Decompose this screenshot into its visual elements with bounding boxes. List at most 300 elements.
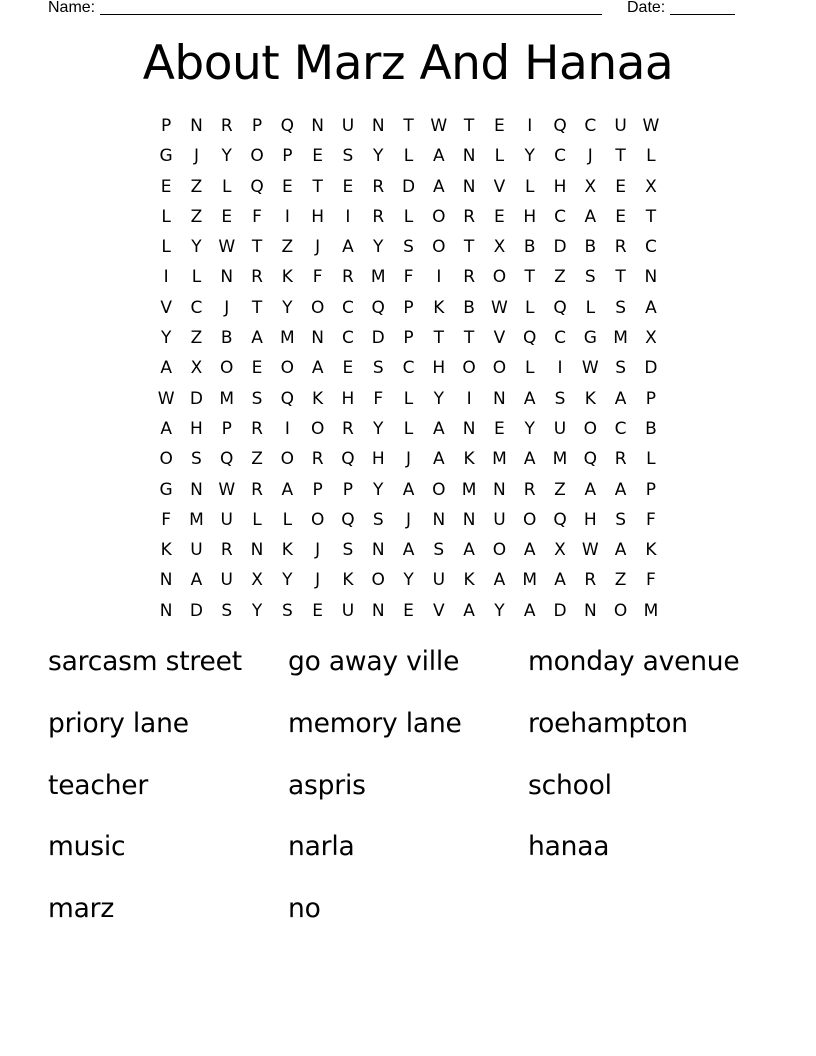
grid-letter[interactable]: W (491, 297, 508, 318)
grid-letter[interactable]: E (615, 176, 626, 197)
grid-letter[interactable]: J (224, 297, 230, 318)
grid-letter[interactable]: T (312, 176, 323, 197)
grid-letter[interactable]: F (403, 267, 414, 288)
grid-letter[interactable]: R (342, 267, 354, 288)
grid-letter[interactable]: Q (371, 297, 385, 318)
grid-letter[interactable]: C (341, 297, 354, 318)
grid-letter[interactable]: S (372, 358, 384, 379)
grid-letter[interactable]: I (436, 267, 442, 288)
grid-letter[interactable]: W (581, 358, 599, 379)
grid-letter[interactable]: A (433, 146, 445, 167)
grid-letter[interactable]: E (342, 176, 354, 197)
grid-letter[interactable]: R (251, 418, 263, 439)
grid-letter[interactable]: U (341, 600, 355, 621)
grid-letter[interactable]: X (190, 358, 203, 379)
grid-letter[interactable]: F (252, 206, 262, 227)
grid-letter[interactable]: O (371, 570, 385, 591)
word-row (48, 887, 768, 949)
grid-letter[interactable]: N (311, 116, 324, 136)
grid-letter[interactable]: O (523, 509, 537, 530)
grid-letter[interactable]: S (281, 600, 293, 621)
grid-letter[interactable]: O (432, 206, 446, 227)
grid-letter[interactable]: E (403, 600, 414, 621)
grid-letter[interactable]: Q (553, 116, 567, 136)
grid-letter[interactable]: O (462, 358, 476, 379)
grid-letter[interactable]: D (644, 358, 658, 379)
grid-letter[interactable]: P (312, 479, 323, 500)
date-blank-line[interactable] (670, 0, 735, 15)
grid-letter[interactable]: X (493, 237, 506, 258)
grid-letter[interactable]: C (554, 206, 566, 227)
grid-letter[interactable]: E (342, 358, 354, 379)
grid-letter[interactable]: R (220, 116, 233, 136)
grid-letter[interactable]: J (315, 570, 321, 591)
grid-letter[interactable]: B (220, 328, 233, 349)
grid-letter[interactable]: U (220, 509, 233, 530)
grid-letter[interactable]: W (157, 388, 175, 409)
grid-letter[interactable]: P (282, 146, 293, 167)
grid-letter[interactable]: U (493, 509, 506, 530)
grid-letter[interactable]: L (585, 297, 596, 318)
grid-letter[interactable]: Z (281, 237, 294, 258)
grid-letter[interactable]: E (160, 176, 172, 197)
grid-letter[interactable]: S (615, 509, 626, 530)
grid-letter[interactable]: N (462, 418, 476, 439)
grid-letter[interactable]: L (222, 176, 232, 197)
grid-letter[interactable]: Q (220, 449, 234, 470)
grid-letter[interactable]: N (462, 146, 476, 167)
grid-letter[interactable]: N (432, 509, 446, 530)
grid-letter[interactable]: M (643, 600, 659, 621)
grid-letter[interactable]: D (371, 328, 385, 349)
grid-letter[interactable]: C (584, 116, 597, 136)
grid-letter[interactable]: N (644, 267, 658, 288)
grid-letter[interactable]: G (159, 146, 173, 167)
grid-letter[interactable]: I (284, 418, 290, 439)
grid-letter[interactable]: Q (341, 449, 355, 470)
grid-letter[interactable]: V (160, 297, 172, 318)
grid-letter[interactable]: C (554, 146, 566, 167)
grid-letter[interactable]: M (189, 509, 204, 530)
grid-letter[interactable]: C (190, 297, 203, 318)
grid-letter[interactable]: K (160, 540, 172, 561)
grid-letter[interactable]: O (432, 237, 446, 258)
grid-letter[interactable]: A (433, 449, 445, 470)
grid-letter[interactable]: S (615, 297, 626, 318)
grid-letter[interactable]: S (372, 509, 384, 530)
grid-letter[interactable]: K (281, 540, 293, 561)
grid-letter[interactable]: S (221, 600, 233, 621)
grid-letter[interactable]: M (522, 570, 538, 591)
grid-letter[interactable]: Q (553, 297, 567, 318)
grid-letter[interactable]: Z (554, 267, 566, 288)
grid-letter[interactable]: N (220, 267, 234, 288)
grid-letter[interactable]: A (160, 418, 172, 439)
page-title: About Marz And Hanaa (142, 36, 674, 91)
grid-letter[interactable]: U (190, 540, 203, 561)
grid-letter[interactable]: Y (221, 146, 232, 167)
grid-letter[interactable]: R (372, 206, 385, 227)
grid-letter[interactable]: Z (554, 479, 566, 500)
grid-letter[interactable]: T (251, 237, 263, 258)
grid-letter[interactable]: R (251, 479, 263, 500)
grid-letter[interactable]: M (461, 479, 477, 500)
grid-letter[interactable]: H (371, 449, 385, 470)
grid-letter[interactable]: L (524, 297, 535, 318)
word-list-item: school (528, 769, 612, 801)
grid-letter[interactable]: L (403, 146, 414, 167)
grid-letter[interactable]: E (221, 206, 233, 227)
grid-letter[interactable]: O (492, 540, 507, 561)
grid-letter[interactable]: N (493, 388, 506, 409)
grid-letter[interactable]: T (463, 328, 475, 349)
grid-letter[interactable]: C (402, 358, 415, 379)
grid-letter[interactable]: Y (373, 418, 384, 439)
grid-letter[interactable]: E (251, 358, 263, 379)
grid-letter[interactable]: A (160, 358, 172, 379)
grid-letter[interactable]: I (466, 388, 472, 409)
grid-letter[interactable]: R (372, 176, 385, 197)
grid-letter[interactable]: H (583, 509, 597, 530)
grid-letter[interactable]: O (310, 297, 325, 318)
grid-letter[interactable]: A (251, 328, 263, 349)
grid-letter[interactable]: C (554, 328, 566, 349)
grid-letter[interactable]: N (190, 479, 203, 500)
grid-letter[interactable]: A (523, 540, 536, 561)
grid-letter[interactable]: B (645, 418, 657, 439)
grid-letter[interactable]: A (190, 570, 203, 591)
grid-letter[interactable]: S (433, 540, 445, 561)
grid-letter[interactable]: E (494, 418, 505, 439)
grid-letter[interactable]: P (645, 479, 657, 500)
grid-letter[interactable]: E (312, 600, 323, 621)
grid-letter[interactable]: S (403, 237, 414, 258)
grid-letter[interactable]: Y (373, 237, 384, 258)
grid-letter[interactable]: P (403, 328, 414, 349)
grid-letter[interactable]: M (613, 328, 628, 349)
grid-letter[interactable]: K (433, 297, 445, 318)
grid-letter[interactable]: N (311, 328, 324, 349)
grid-letter[interactable]: S (584, 267, 596, 288)
grid-letter[interactable]: Q (341, 509, 355, 530)
grid-letter[interactable]: V (493, 328, 506, 349)
grid-letter[interactable]: S (191, 449, 202, 470)
grid-letter[interactable]: A (463, 600, 475, 621)
grid-letter[interactable]: J (406, 449, 412, 470)
grid-letter[interactable]: E (494, 116, 505, 136)
grid-letter[interactable]: R (463, 206, 476, 227)
grid-letter[interactable]: Y (524, 146, 535, 167)
grid-letter[interactable]: L (403, 388, 414, 409)
grid-letter[interactable]: F (646, 509, 656, 530)
grid-letter[interactable]: R (463, 267, 476, 288)
grid-letter[interactable]: I (284, 206, 290, 227)
grid-letter[interactable]: N (493, 479, 506, 500)
grid-letter[interactable]: D (553, 600, 567, 621)
grid-letter[interactable]: X (584, 176, 597, 197)
grid-letter[interactable]: A (523, 388, 536, 409)
grid-letter[interactable]: R (251, 267, 263, 288)
grid-letter[interactable]: H (190, 418, 203, 439)
grid-letter[interactable]: A (554, 570, 566, 591)
grid-letter[interactable]: G (583, 328, 597, 349)
grid-letter[interactable]: T (403, 116, 414, 136)
grid-letter[interactable]: E (615, 206, 626, 227)
grid-letter[interactable]: A (311, 358, 324, 379)
grid-letter[interactable]: F (161, 509, 172, 530)
grid-row (151, 597, 666, 627)
grid-letter[interactable]: D (553, 237, 567, 258)
grid-letter[interactable]: I (163, 267, 169, 288)
grid-letter[interactable]: Z (190, 328, 203, 349)
grid-letter[interactable]: U (432, 570, 446, 591)
grid-letter[interactable]: O (310, 418, 325, 439)
grid-letter[interactable]: K (312, 388, 324, 409)
grid-letter[interactable]: N (250, 540, 264, 561)
grid-letter[interactable]: H (311, 206, 325, 227)
grid-row (151, 203, 666, 233)
grid-letter[interactable]: Y (251, 600, 263, 621)
grid-letter[interactable]: N (583, 600, 597, 621)
grid-letter[interactable]: O (220, 358, 234, 379)
grid-letter[interactable]: B (523, 237, 536, 258)
grid-letter[interactable]: X (251, 570, 263, 591)
grid-letter[interactable]: H (341, 388, 355, 409)
grid-letter[interactable]: N (159, 600, 173, 621)
grid-letter[interactable]: E (281, 176, 293, 197)
grid-row (151, 536, 666, 566)
grid-letter[interactable]: U (553, 418, 567, 439)
grid-letter[interactable]: I (345, 206, 351, 227)
name-blank-line[interactable] (100, 0, 602, 15)
grid-letter[interactable]: B (584, 237, 597, 258)
grid-letter[interactable]: H (432, 358, 446, 379)
grid-letter[interactable]: M (370, 267, 386, 288)
grid-letter[interactable]: O (492, 358, 507, 379)
grid-letter[interactable]: E (494, 206, 505, 227)
grid-letter[interactable]: O (492, 267, 507, 288)
grid-letter[interactable]: S (615, 358, 626, 379)
grid-letter[interactable]: J (587, 146, 593, 167)
grid-letter[interactable]: H (523, 206, 537, 227)
grid-letter[interactable]: I (557, 358, 563, 379)
grid-letter[interactable]: O (159, 449, 173, 470)
grid-letter[interactable]: L (161, 206, 171, 227)
grid-letter[interactable]: E (312, 146, 323, 167)
grid-letter[interactable]: A (433, 418, 445, 439)
grid-letter[interactable]: L (252, 509, 262, 530)
grid-letter[interactable]: P (251, 116, 263, 136)
grid-letter[interactable]: U (614, 116, 627, 136)
grid-letter[interactable]: L (494, 146, 505, 167)
grid-letter[interactable]: I (527, 116, 533, 136)
grid-letter[interactable]: X (645, 176, 657, 197)
grid-letter[interactable]: J (406, 509, 412, 530)
grid-letter[interactable]: H (553, 176, 567, 197)
grid-letter[interactable]: R (614, 237, 627, 258)
grid-letter[interactable]: R (523, 479, 536, 500)
grid-letter[interactable]: P (221, 418, 232, 439)
grid-letter[interactable]: Y (191, 237, 202, 258)
grid-letter[interactable]: A (523, 600, 536, 621)
grid-letter[interactable]: W (218, 237, 236, 258)
grid-letter[interactable]: V (493, 176, 506, 197)
grid-letter[interactable]: N (190, 116, 203, 136)
grid-letter[interactable]: T (615, 267, 626, 288)
grid-letter[interactable]: S (554, 388, 566, 409)
grid-letter[interactable]: V (433, 600, 445, 621)
grid-letter[interactable]: X (554, 540, 566, 561)
grid-letter[interactable]: Y (282, 297, 293, 318)
grid-letter[interactable]: L (646, 146, 656, 167)
grid-letter[interactable]: O (583, 418, 597, 439)
grid-letter[interactable]: A (493, 570, 506, 591)
grid-letter[interactable]: P (342, 479, 354, 500)
grid-letter[interactable]: Z (614, 570, 627, 591)
grid-letter[interactable]: R (584, 570, 597, 591)
grid-letter[interactable]: M (492, 449, 507, 470)
grid-letter[interactable]: A (402, 479, 415, 500)
grid-letter[interactable]: Y (160, 328, 172, 349)
grid-letter[interactable]: L (403, 206, 414, 227)
grid-letter[interactable]: O (432, 479, 446, 500)
grid-letter[interactable]: M (552, 449, 568, 470)
grid-letter[interactable]: N (462, 176, 476, 197)
grid-letter[interactable]: L (646, 449, 656, 470)
grid-letter[interactable]: W (218, 479, 236, 500)
grid-letter[interactable]: O (250, 146, 264, 167)
grid-letter[interactable]: Y (433, 388, 445, 409)
grid-letter[interactable]: G (159, 479, 173, 500)
grid-letter[interactable]: J (315, 540, 321, 561)
grid-letter[interactable]: N (371, 540, 385, 561)
grid-letter[interactable]: X (645, 328, 657, 349)
grid-letter[interactable]: A (614, 479, 627, 500)
grid-letter[interactable]: Z (190, 206, 203, 227)
grid-letter[interactable]: F (373, 388, 384, 409)
grid-letter[interactable]: Y (373, 479, 384, 500)
grid-letter[interactable]: F (646, 570, 656, 591)
grid-letter[interactable]: A (463, 540, 475, 561)
grid-letter[interactable]: S (342, 146, 354, 167)
grid-letter[interactable]: Q (583, 449, 597, 470)
grid-letter[interactable]: A (614, 540, 627, 561)
grid-letter[interactable]: P (403, 297, 414, 318)
grid-letter[interactable]: K (584, 388, 596, 409)
grid-letter[interactable]: P (161, 116, 172, 136)
grid-letter[interactable]: Z (251, 449, 263, 470)
grid-letter[interactable]: T (463, 237, 475, 258)
grid-letter[interactable]: A (614, 388, 627, 409)
grid-letter[interactable]: T (615, 146, 626, 167)
grid-letter[interactable]: Q (553, 509, 567, 530)
grid-letter[interactable]: O (280, 358, 295, 379)
grid-letter[interactable]: D (189, 600, 203, 621)
grid-letter[interactable]: R (614, 449, 627, 470)
grid-letter[interactable]: K (463, 570, 475, 591)
grid-letter[interactable]: L (191, 267, 202, 288)
grid-letter[interactable]: J (193, 146, 199, 167)
grid-letter[interactable]: T (433, 328, 445, 349)
grid-letter[interactable]: A (402, 540, 415, 561)
grid-letter[interactable]: L (161, 237, 171, 258)
grid-letter[interactable]: A (645, 297, 657, 318)
grid-letter[interactable]: Y (524, 418, 535, 439)
grid-letter[interactable]: U (220, 570, 233, 591)
grid-letter[interactable]: N (371, 116, 385, 136)
grid-letter[interactable]: C (614, 418, 627, 439)
grid-letter[interactable]: T (645, 206, 657, 227)
grid-letter[interactable]: L (524, 358, 535, 379)
grid-letter[interactable]: T (463, 116, 475, 136)
grid-letter[interactable]: K (342, 570, 354, 591)
word-list-item: priory lane (48, 707, 189, 739)
grid-letter[interactable]: T (524, 267, 535, 288)
grid-letter[interactable]: A (433, 176, 445, 197)
grid-letter[interactable]: L (282, 509, 293, 530)
grid-letter[interactable]: A (342, 237, 354, 258)
grid-letter[interactable]: A (523, 449, 536, 470)
grid-letter[interactable]: A (281, 479, 294, 500)
grid-letter[interactable]: R (311, 449, 324, 470)
grid-letter[interactable]: C (341, 328, 354, 349)
grid-letter[interactable]: J (315, 237, 321, 258)
grid-letter[interactable]: P (645, 388, 657, 409)
grid-letter[interactable]: U (341, 116, 355, 136)
grid-letter[interactable]: Y (403, 570, 414, 591)
grid-letter[interactable]: N (159, 570, 173, 591)
grid-letter[interactable]: S (251, 388, 263, 409)
grid-letter[interactable]: K (645, 540, 657, 561)
grid-letter[interactable]: N (371, 600, 385, 621)
grid-letter[interactable]: K (281, 267, 293, 288)
grid-letter[interactable]: O (310, 509, 325, 530)
grid-letter[interactable]: T (251, 297, 263, 318)
grid-letter[interactable]: A (584, 206, 597, 227)
grid-letter[interactable]: Y (373, 146, 384, 167)
grid-letter[interactable]: Y (494, 600, 505, 621)
grid-letter[interactable]: F (312, 267, 323, 288)
grid-letter[interactable]: A (584, 479, 597, 500)
grid-row (151, 415, 666, 445)
grid-letter[interactable]: W (642, 116, 660, 136)
grid-letter[interactable]: C (644, 237, 657, 258)
grid-letter[interactable]: N (462, 509, 476, 530)
grid-letter[interactable]: B (463, 297, 475, 318)
grid-row (151, 324, 666, 354)
grid-letter[interactable]: R (220, 540, 233, 561)
grid-letter[interactable]: D (189, 388, 203, 409)
grid-letter[interactable]: Q (250, 176, 264, 197)
grid-letter[interactable]: R (342, 418, 354, 439)
grid-letter[interactable]: L (524, 176, 535, 197)
grid-letter[interactable]: W (581, 540, 599, 561)
grid-letter[interactable]: Q (280, 116, 295, 136)
grid-letter[interactable]: Y (282, 570, 293, 591)
grid-letter[interactable]: K (463, 449, 475, 470)
grid-letter[interactable]: Z (190, 176, 203, 197)
grid-letter[interactable]: O (280, 449, 295, 470)
grid-letter[interactable]: M (280, 328, 295, 349)
grid-letter[interactable]: Q (280, 388, 295, 409)
grid-letter[interactable]: L (403, 418, 414, 439)
grid-letter[interactable]: Q (523, 328, 537, 349)
grid-letter[interactable]: M (219, 388, 235, 409)
grid-letter[interactable]: D (401, 176, 416, 197)
grid-letter[interactable]: O (613, 600, 628, 621)
grid-letter[interactable]: W (430, 116, 448, 136)
grid-letter[interactable]: S (342, 540, 354, 561)
